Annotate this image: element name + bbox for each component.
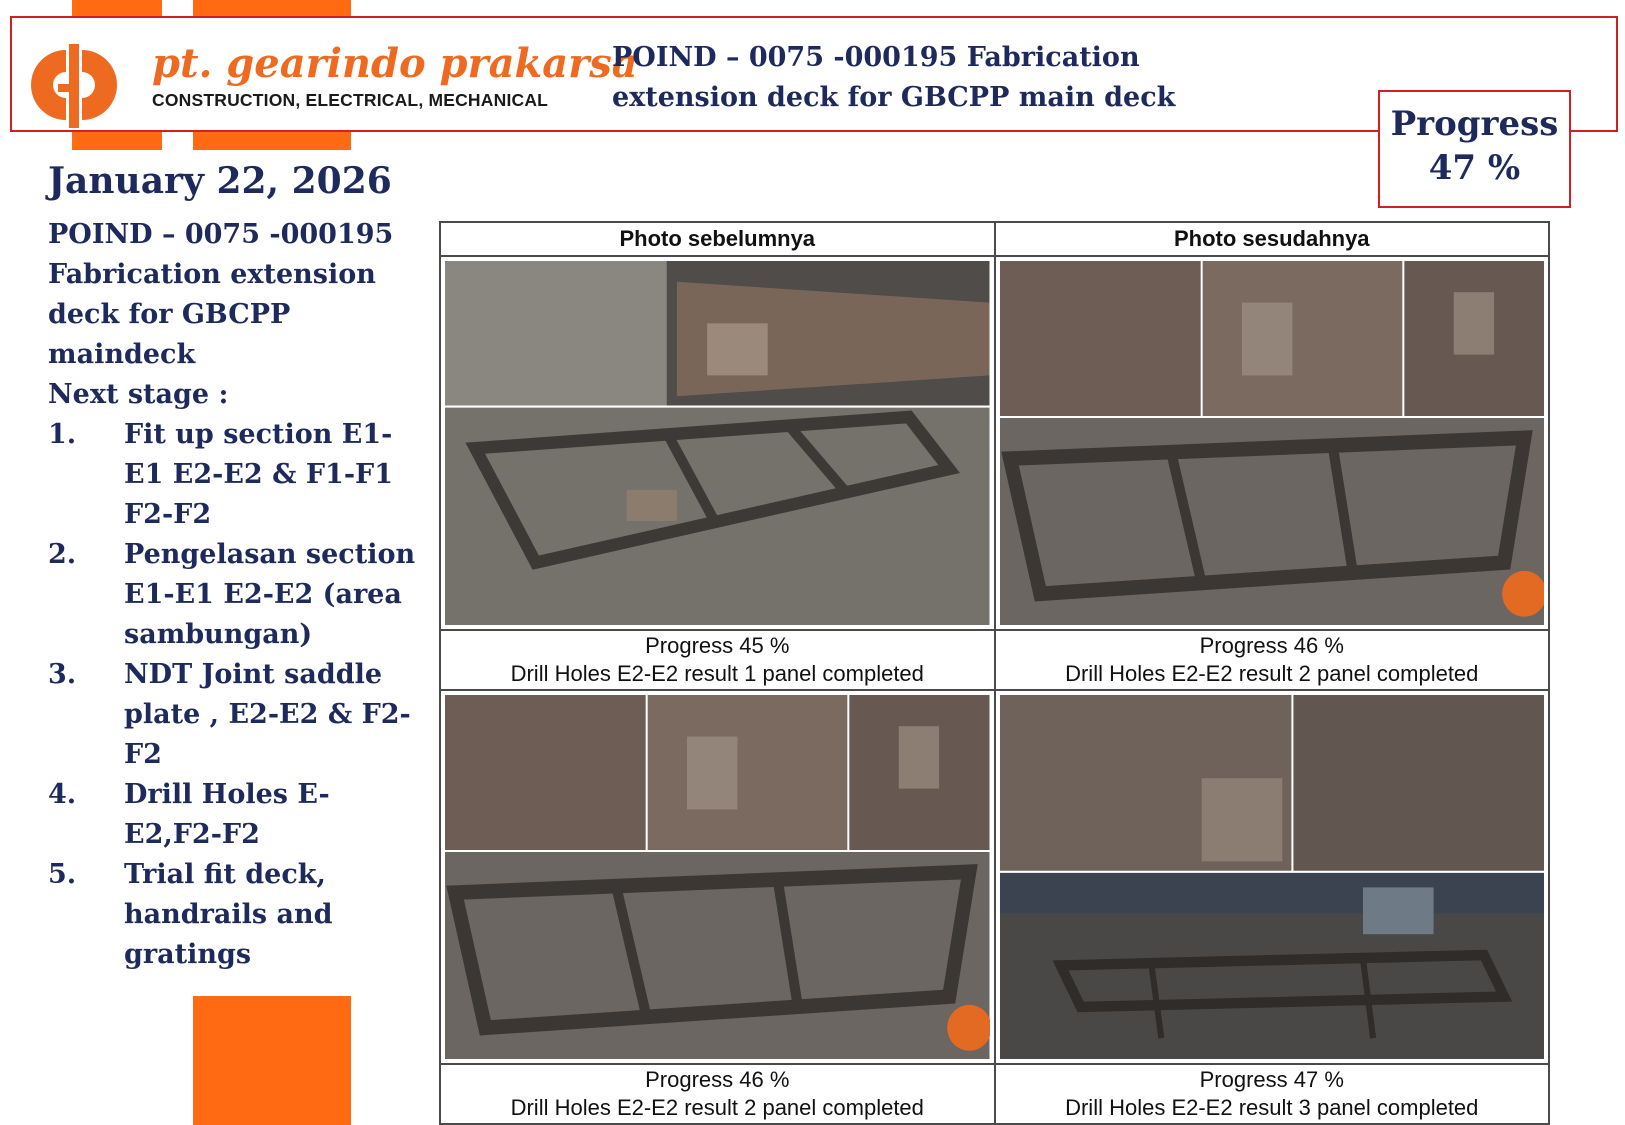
list-item: 2. Pengelasan section E1-E1 E2-E2 (area sambungan) [48, 539, 416, 650]
photo-after-2 [995, 690, 1550, 1064]
orange-bar-bottom [193, 996, 351, 1125]
photo-after-1 [995, 256, 1550, 630]
company-name: pt. gearindo prakarsa [152, 40, 638, 87]
caption-text: Drill Holes E2-E2 result 3 panel completed [1065, 1095, 1479, 1120]
description-panel [48, 215, 420, 975]
caption-after-2 [995, 1064, 1550, 1124]
steel-frame-photo [1000, 261, 1545, 625]
steel-frame-photo [445, 695, 990, 1059]
caption-text: Drill Holes E2-E2 result 2 panel completed [510, 1095, 924, 1120]
list-item: 4. Drill Holes E-E2,F2-F2 [48, 779, 330, 850]
progress-text: Progress 47 % [1199, 1067, 1344, 1092]
caption-text: Drill Holes E2-E2 result 1 panel completed [510, 661, 924, 686]
column-header-after: Photo sesudahnya [995, 222, 1550, 256]
column-header-before: Photo sebelumnya [440, 222, 995, 256]
next-stage-list [48, 415, 420, 975]
title-line-1: POIND – 0075 -000195 Fabrication [612, 42, 1140, 73]
steel-frame-photo [1000, 695, 1545, 1059]
progress-text: Progress 46 % [645, 1067, 790, 1092]
caption-after-1 [995, 630, 1550, 690]
next-stage-label: Next stage : [48, 379, 229, 410]
caption-text: Drill Holes E2-E2 result 2 panel completed [1065, 661, 1479, 686]
gp-logo-icon [22, 40, 122, 130]
list-item: 3. NDT Joint saddle plate , E2-E2 & F2-F2 [48, 659, 411, 770]
progress-text: Progress 46 % [1199, 633, 1344, 658]
photo-comparison-table [439, 221, 1550, 1125]
progress-label: Progress [1390, 104, 1559, 144]
report-date: January 22, 2026 [48, 160, 392, 202]
photo-before-2 [440, 690, 995, 1064]
description-line-1: Fabrication extension [48, 259, 376, 290]
title-line-2: extension deck for GBCPP main deck [612, 82, 1176, 113]
progress-value: 47 % [1428, 148, 1521, 188]
header-banner [10, 16, 1618, 132]
progress-badge [1378, 90, 1571, 208]
po-number: POIND – 0075 -000195 [48, 219, 394, 250]
description-line-2: deck for GBCPP [48, 299, 291, 330]
company-tagline: CONSTRUCTION, ELECTRICAL, MECHANICAL [152, 90, 549, 110]
list-item: 5. Trial fit deck, handrails and gratings [48, 859, 333, 970]
steel-frame-photo [445, 261, 990, 625]
caption-before-1 [440, 630, 995, 690]
list-item: 1. Fit up section E1-E1 E2-E2 & F1-F1 F2-F2 [48, 419, 393, 530]
caption-before-2 [440, 1064, 995, 1124]
description-line-3: maindeck [48, 339, 196, 370]
progress-text: Progress 45 % [645, 633, 790, 658]
page-title [612, 38, 1232, 118]
photo-before-1 [440, 256, 995, 630]
